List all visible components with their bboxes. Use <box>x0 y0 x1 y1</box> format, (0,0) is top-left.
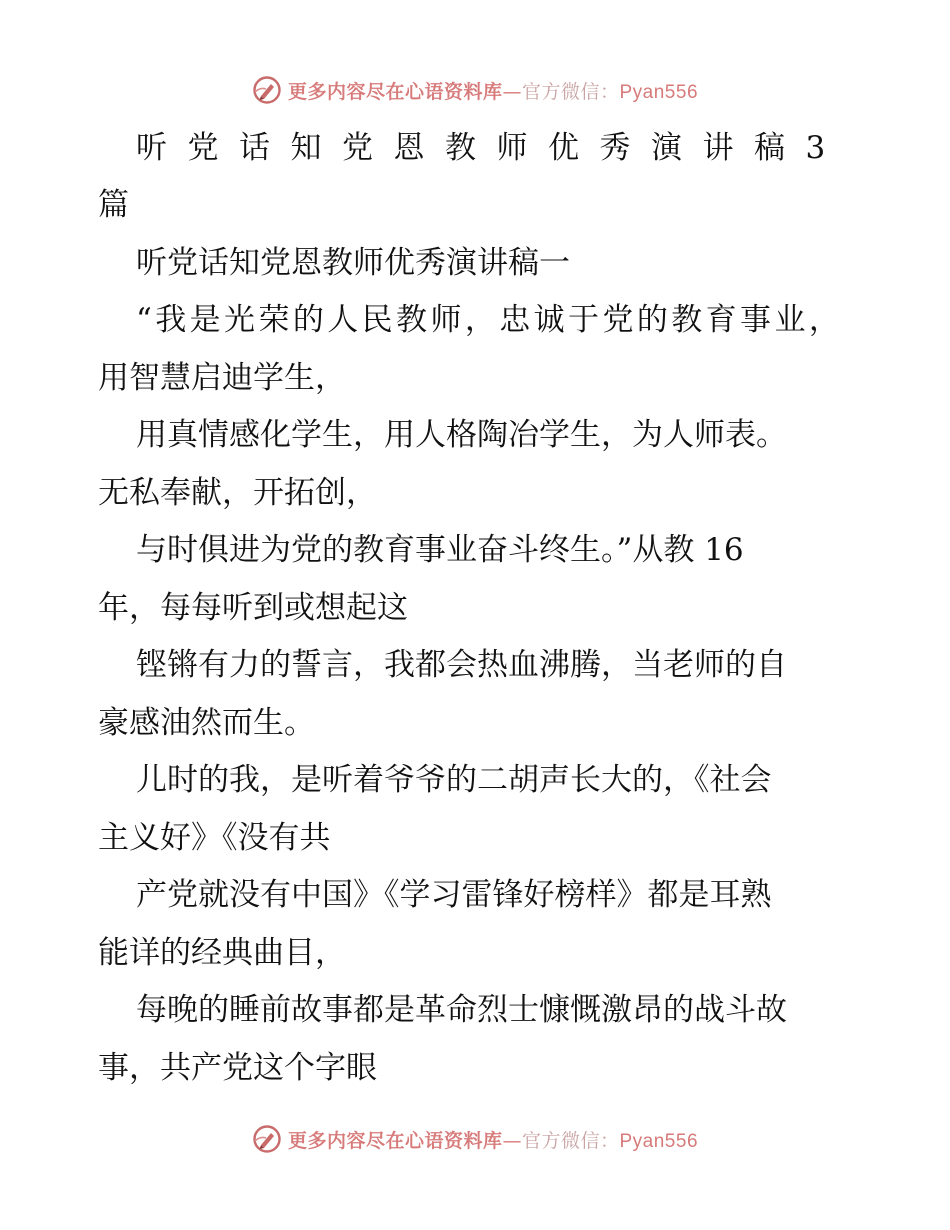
paragraph-line: 每晚的睡前故事都是革命烈士慷慨激昂的战斗故 <box>136 992 787 1028</box>
paragraph-line: “我是光荣的人民教师，忠诚于党的教育事业， <box>136 302 844 338</box>
pen-logo-icon <box>252 75 282 105</box>
paragraph-line: 铿锵有力的誓言，我都会热血沸腾，当老师的自 <box>136 647 787 683</box>
pen-logo-icon <box>252 1124 282 1154</box>
footer-watermark <box>0 1121 950 1157</box>
watermark-dash: — <box>502 80 522 103</box>
paragraph-line: 产党就没有中国》《学习雷锋好榜样》都是耳熟 <box>136 877 772 913</box>
document-title-line-1: 听党话知党恩教师优秀演讲稿3 <box>136 130 846 166</box>
watermark-wechat-id: Pyan556 <box>619 81 699 103</box>
paragraph-line: 无私奉献，开拓创， <box>98 475 377 511</box>
watermark-title: 更多内容尽在心语资料库 <box>287 1129 503 1152</box>
paragraph-line: 主义好》《没有共 <box>98 820 331 856</box>
watermark-wechat-label: 官方微信： <box>521 1129 620 1152</box>
watermark-dash: — <box>502 1129 522 1152</box>
paragraph-line: 事，共产党这个字眼 <box>98 1050 377 1086</box>
paragraph-line: 与时俱进为党的教育事业奋斗终生。”从教 16 <box>136 532 744 568</box>
paragraph-line: 儿时的我，是听着爷爷的二胡声长大的，《社会 <box>136 762 772 798</box>
paragraph-line: 年，每每听到或想起这 <box>98 590 408 626</box>
header-watermark <box>0 72 950 108</box>
document-title-line-2: 篇 <box>98 187 129 223</box>
paragraph-line: 用智慧启迪学生， <box>98 360 346 396</box>
paragraph-line: 能详的经典曲目， <box>98 935 346 971</box>
watermark-wechat-label: 官方微信： <box>521 80 620 103</box>
watermark-title: 更多内容尽在心语资料库 <box>287 80 503 103</box>
paragraph-line: 用真情感化学生，用人格陶冶学生，为人师表。 <box>136 417 787 453</box>
section-heading: 听党话知党恩教师优秀演讲稿一 <box>136 245 570 281</box>
paragraph-line: 豪感油然而生。 <box>98 705 315 741</box>
watermark-wechat-id: Pyan556 <box>619 1130 699 1152</box>
